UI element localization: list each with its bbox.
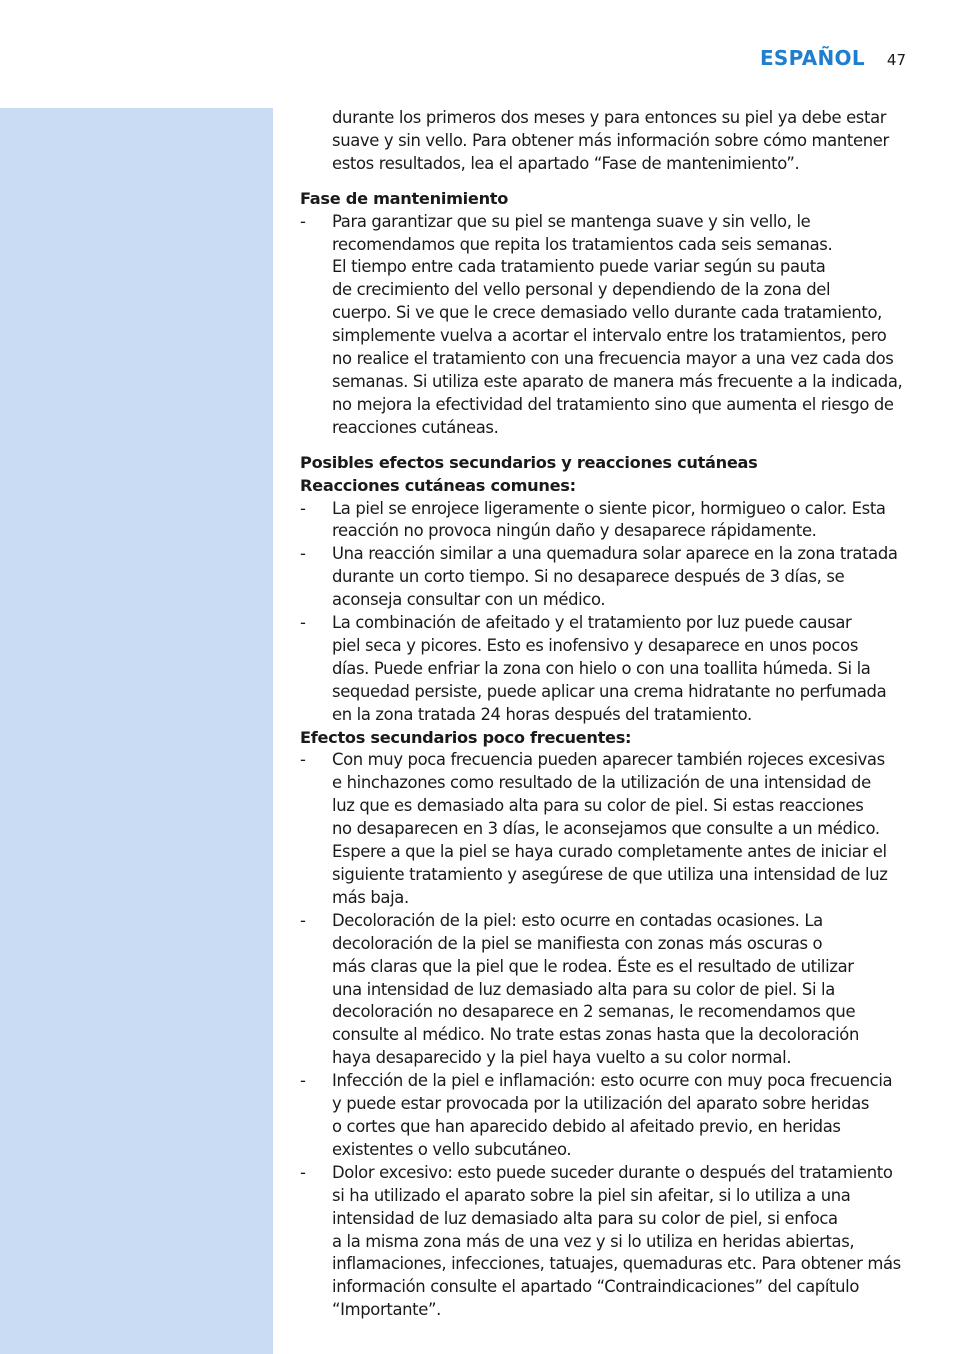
text-line: cuerpo. Si ve que le crece demasiado vello durante cada tratamiento, (332, 303, 883, 323)
text-line: durante los primeros dos meses y para entonces su piel ya debe estar (332, 108, 887, 127)
text-line: no mejora la efectividad del tratamiento sino que aumenta el riesgo de (332, 394, 894, 414)
bullet-dash: - (300, 910, 306, 930)
text-line: no desaparecen en 3 días, le aconsejamos que consulte a un médico. (332, 819, 880, 839)
section-heading: Fase de mantenimiento (300, 188, 509, 208)
text-line: sequedad persiste, puede aplicar una crema hidratante no perfumada (332, 681, 887, 701)
subsection-heading: Efectos secundarios poco frecuentes: (300, 727, 632, 747)
text-line: semanas. Si utiliza este aparato de manera más frecuente a la indicada, (332, 371, 903, 391)
bullet-dash: - (300, 544, 306, 564)
text-line: Dolor excesivo: esto puede suceder durante o después del tratamiento (332, 1162, 893, 1182)
language-label: ESPAÑOL (759, 46, 865, 70)
text-line: si ha utilizado el aparato sobre la piel sin afeitar, si lo utiliza a una (332, 1185, 851, 1205)
maintenance-section (300, 188, 910, 440)
bullet-dash: - (300, 211, 306, 231)
bullet-dash: - (300, 750, 306, 770)
text-line: inflamaciones, infecciones, tatuajes, quemaduras etc. Para obtener más (332, 1254, 901, 1274)
list-item (300, 612, 910, 727)
text-line: suave y sin vello. Para obtener más información sobre cómo mantener (332, 130, 889, 150)
text-line: simplemente vuelva a acortar el intervalo entre los tratamientos, pero (332, 326, 887, 346)
list-item (300, 1070, 910, 1162)
text-line: más claras que la piel que le rodea. Éste es el resultado de utilizar (332, 956, 854, 976)
text-line: reacciones cutáneas. (332, 417, 499, 437)
text-line: aconseja consultar con un médico. (332, 590, 606, 610)
list-item (300, 498, 910, 544)
text-line: “Importante”. (332, 1300, 441, 1320)
text-line: no realice el tratamiento con una frecuencia mayor a una vez cada dos (332, 349, 894, 369)
text-line: y puede estar provocada por la utilización del aparato sobre heridas (332, 1094, 870, 1114)
list-item (300, 910, 910, 1070)
intro-paragraph (300, 107, 910, 176)
text-line: días. Puede enfriar la zona con hielo o con una toallita húmeda. Si la (332, 658, 871, 678)
list-item (300, 543, 910, 612)
subsection-heading: Reacciones cutáneas comunes: (300, 475, 576, 495)
main-content (300, 107, 910, 1322)
text-line: recomendamos que repita los tratamientos cada seis semanas. (332, 234, 833, 254)
text-line: más baja. (332, 887, 409, 907)
text-line: siguiente tratamiento y asegúrese de que utiliza una intensidad de luz (332, 865, 888, 884)
text-line: durante un corto tiempo. Si no desaparece después de 3 días, se (332, 567, 845, 587)
text-line: consulte al médico. No trate estas zonas hasta que la decoloración (332, 1025, 860, 1045)
section-heading: Posibles efectos secundarios y reacciones cutáneas (300, 452, 758, 472)
text-line: una intensidad de luz demasiado alta para su color de piel. Si la (332, 979, 835, 999)
text-line: en la zona tratada 24 horas después del tratamiento. (332, 704, 752, 724)
list-item (300, 211, 910, 440)
text-line: decoloración no desaparece en 2 semanas, le recomendamos que (332, 1002, 856, 1022)
text-line: luz que es demasiado alta para su color de piel. Si estas reacciones (332, 796, 864, 816)
text-line: o cortes que han aparecido debido al afeitado previo, en heridas (332, 1116, 841, 1136)
text-line: La combinación de afeitado y el tratamiento por luz puede causar (332, 613, 852, 633)
bullet-dash: - (300, 1071, 306, 1091)
text-line: reacción no provoca ningún daño y desaparece rápidamente. (332, 521, 817, 541)
text-line: El tiempo entre cada tratamiento puede variar según su pauta (332, 257, 826, 277)
text-line: información consulte el apartado “Contraindicaciones” del capítulo (332, 1277, 860, 1297)
text-line: Para garantizar que su piel se mantenga suave y sin vello, le (332, 211, 811, 231)
text-line: Infección de la piel e inflamación: esto ocurre con muy poca frecuencia (332, 1071, 893, 1091)
text-line: Decoloración de la piel: esto ocurre en contadas ocasiones. La (332, 910, 823, 930)
bullet-dash: - (300, 498, 306, 518)
text-line: La piel se enrojece ligeramente o siente picor, hormigueo o calor. Esta (332, 498, 886, 518)
bullet-dash: - (300, 1162, 306, 1182)
list-item (300, 1162, 910, 1322)
text-line: estos resultados, lea el apartado “Fase de mantenimiento”. (332, 153, 800, 173)
page-header (760, 46, 906, 70)
text-line: Con muy poca frecuencia pueden aparecer también rojeces excesivas (332, 750, 885, 770)
text-line: a la misma zona más de una vez y si lo utiliza en heridas abiertas, (332, 1231, 855, 1251)
list-item (300, 749, 910, 909)
text-line: piel seca y picores. Esto es inofensivo y desaparece en unos pocos (332, 635, 859, 655)
text-line: haya desaparecido y la piel haya vuelto a su color normal. (332, 1048, 792, 1068)
text-line: intensidad de luz demasiado alta para su color de piel, si enfoca (332, 1208, 838, 1228)
page-number: 47 (886, 51, 906, 69)
text-line: decoloración de la piel se manifiesta con zonas más oscuras o (332, 933, 823, 953)
text-line: e hinchazones como resultado de la utilización de una intensidad de (332, 773, 871, 793)
side-effects-section (300, 452, 910, 1322)
bullet-dash: - (300, 613, 306, 633)
text-line: Una reacción similar a una quemadura solar aparece en la zona tratada (332, 544, 898, 564)
text-line: existentes o vello subcutáneo. (332, 1139, 572, 1159)
text-line: Espere a que la piel se haya curado completamente antes de iniciar el (332, 842, 887, 862)
left-sidebar-band (0, 108, 273, 1354)
text-line: de crecimiento del vello personal y dependiendo de la zona del (332, 280, 831, 300)
